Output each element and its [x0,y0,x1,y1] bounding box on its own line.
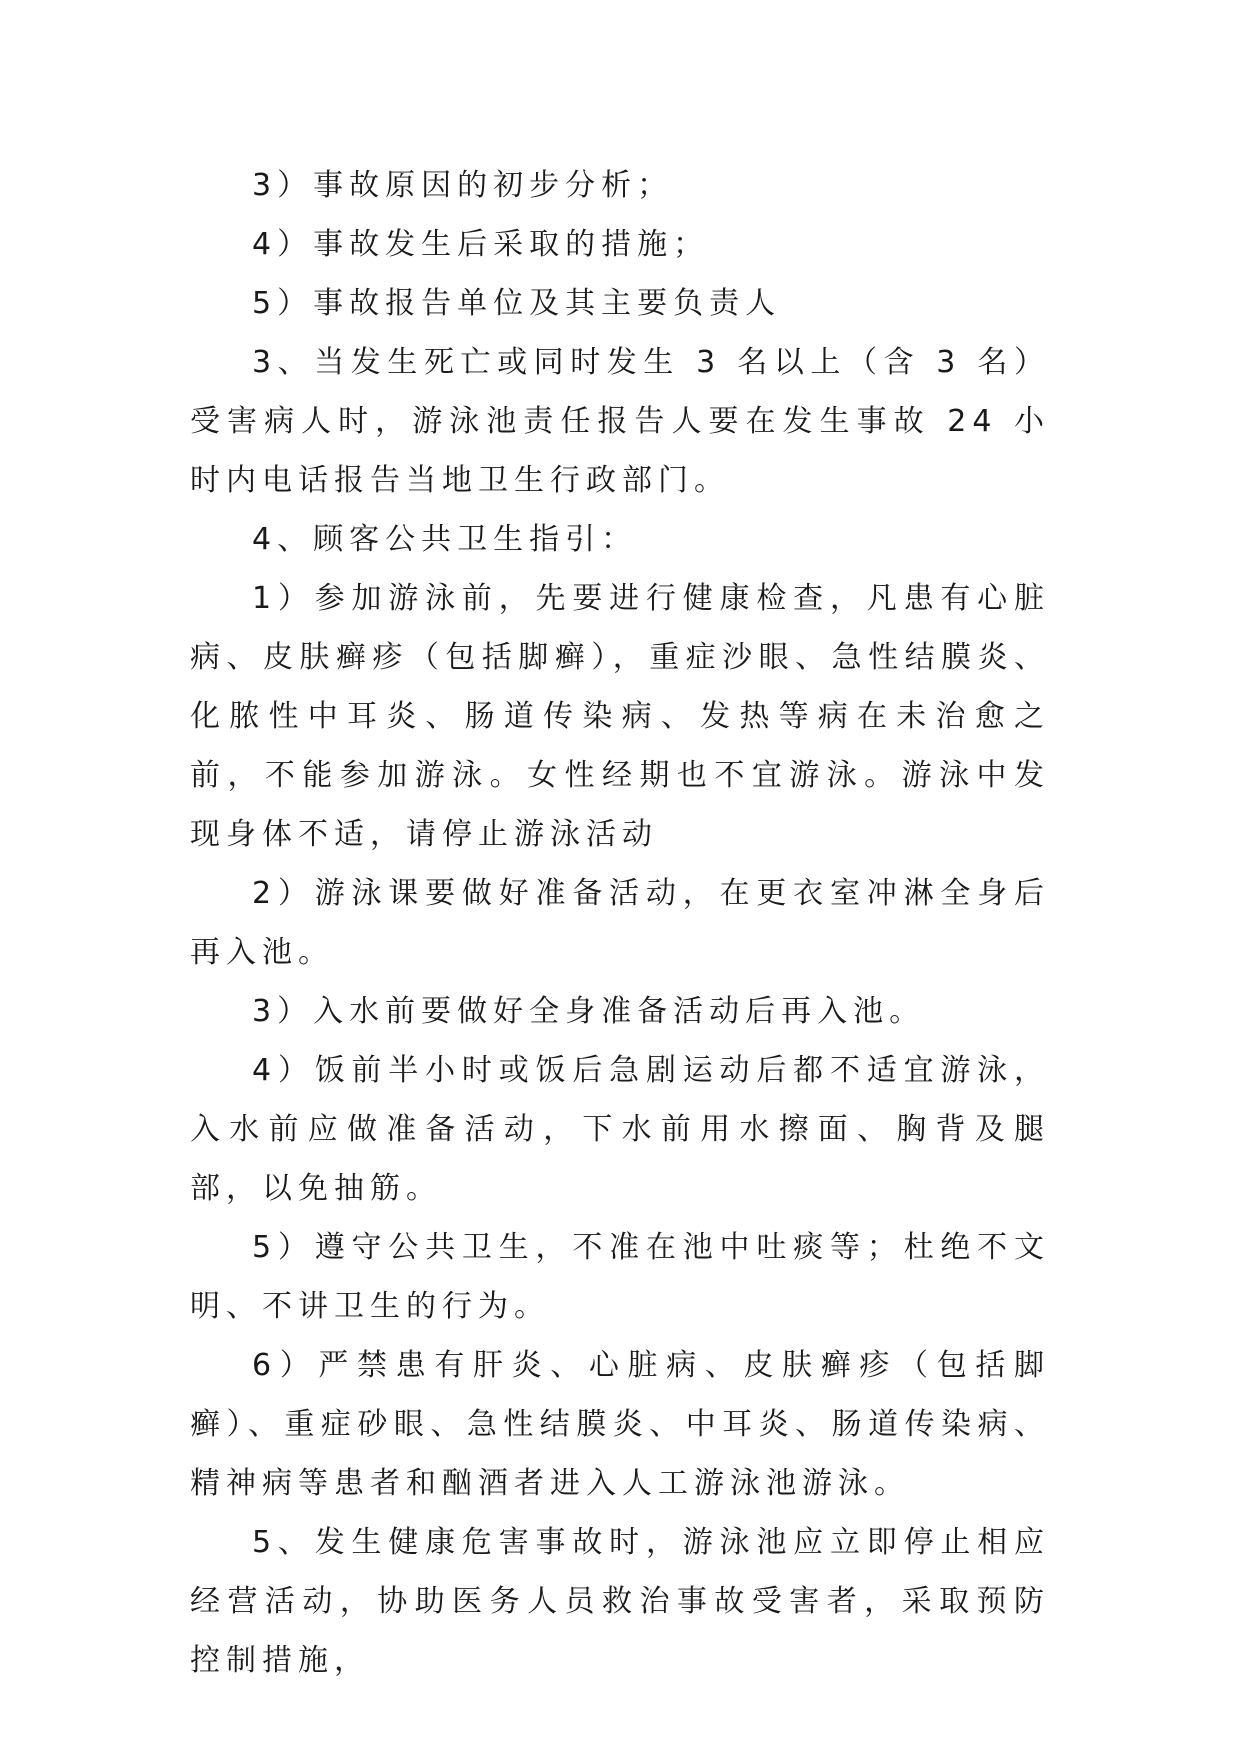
paragraph-hygiene-guide-heading: 4、顾客公共卫生指引： [252,522,638,557]
paragraph-public-hygiene: 5）遵守公共卫生，不准在池中吐痰等；杜绝不文明、不讲卫生的行为。 [190,1230,1050,1324]
paragraph-warmup-shower: 2）游泳课要做好准备活动，在更衣室冲淋全身后再入池。 [190,876,1050,970]
paragraph-cause-analysis: 3）事故原因的初步分析； [252,168,674,203]
paragraph-prohibited-persons: 6）严禁患有肝炎、心脏病、皮肤癣疹（包括脚癣）、重症砂眼、急性结膜炎、中耳炎、肠道传染病、精神病等患者和酗酒者进入人工游泳池游泳。 [190,1348,1050,1501]
paragraph-meal-timing: 4）饭前半小时或饭后急剧运动后都不适宜游泳，入水前应做准备活动，下水前用水擦面、胸背及腿部，以免抽筋。 [190,1053,1050,1206]
paragraph-incident-response: 5、发生健康危害事故时，游泳池应立即停止相应经营活动，协助医务人员救治事故受害者，采取预防控制措施， [190,1525,1050,1678]
paragraph-reporting-unit: 5）事故报告单位及其主要负责人 [252,286,782,321]
document-body [190,156,1050,1690]
paragraph-death-report: 3、当发生死亡或同时发生 3 名以上（含 3 名）受害病人时，游泳池责任报告人要在发生事故 24 小时内电话报告当地卫生行政部门。 [190,345,1050,498]
paragraph-measures-taken: 4）事故发生后采取的措施； [252,227,710,262]
paragraph-warmup-before-entry: 3）入水前要做好全身准备活动后再入池。 [252,994,926,1029]
paragraph-health-check: 1）参加游泳前，先要进行健康检查，凡患有心脏病、皮肤癣疹（包括脚癣），重症沙眼、急性结膜炎、化脓性中耳炎、肠道传染病、发热等病在未治愈之前，不能参加游泳。女性经期也不宜游泳。游泳中发现身体不适，请停止游泳活动 [190,581,1050,852]
